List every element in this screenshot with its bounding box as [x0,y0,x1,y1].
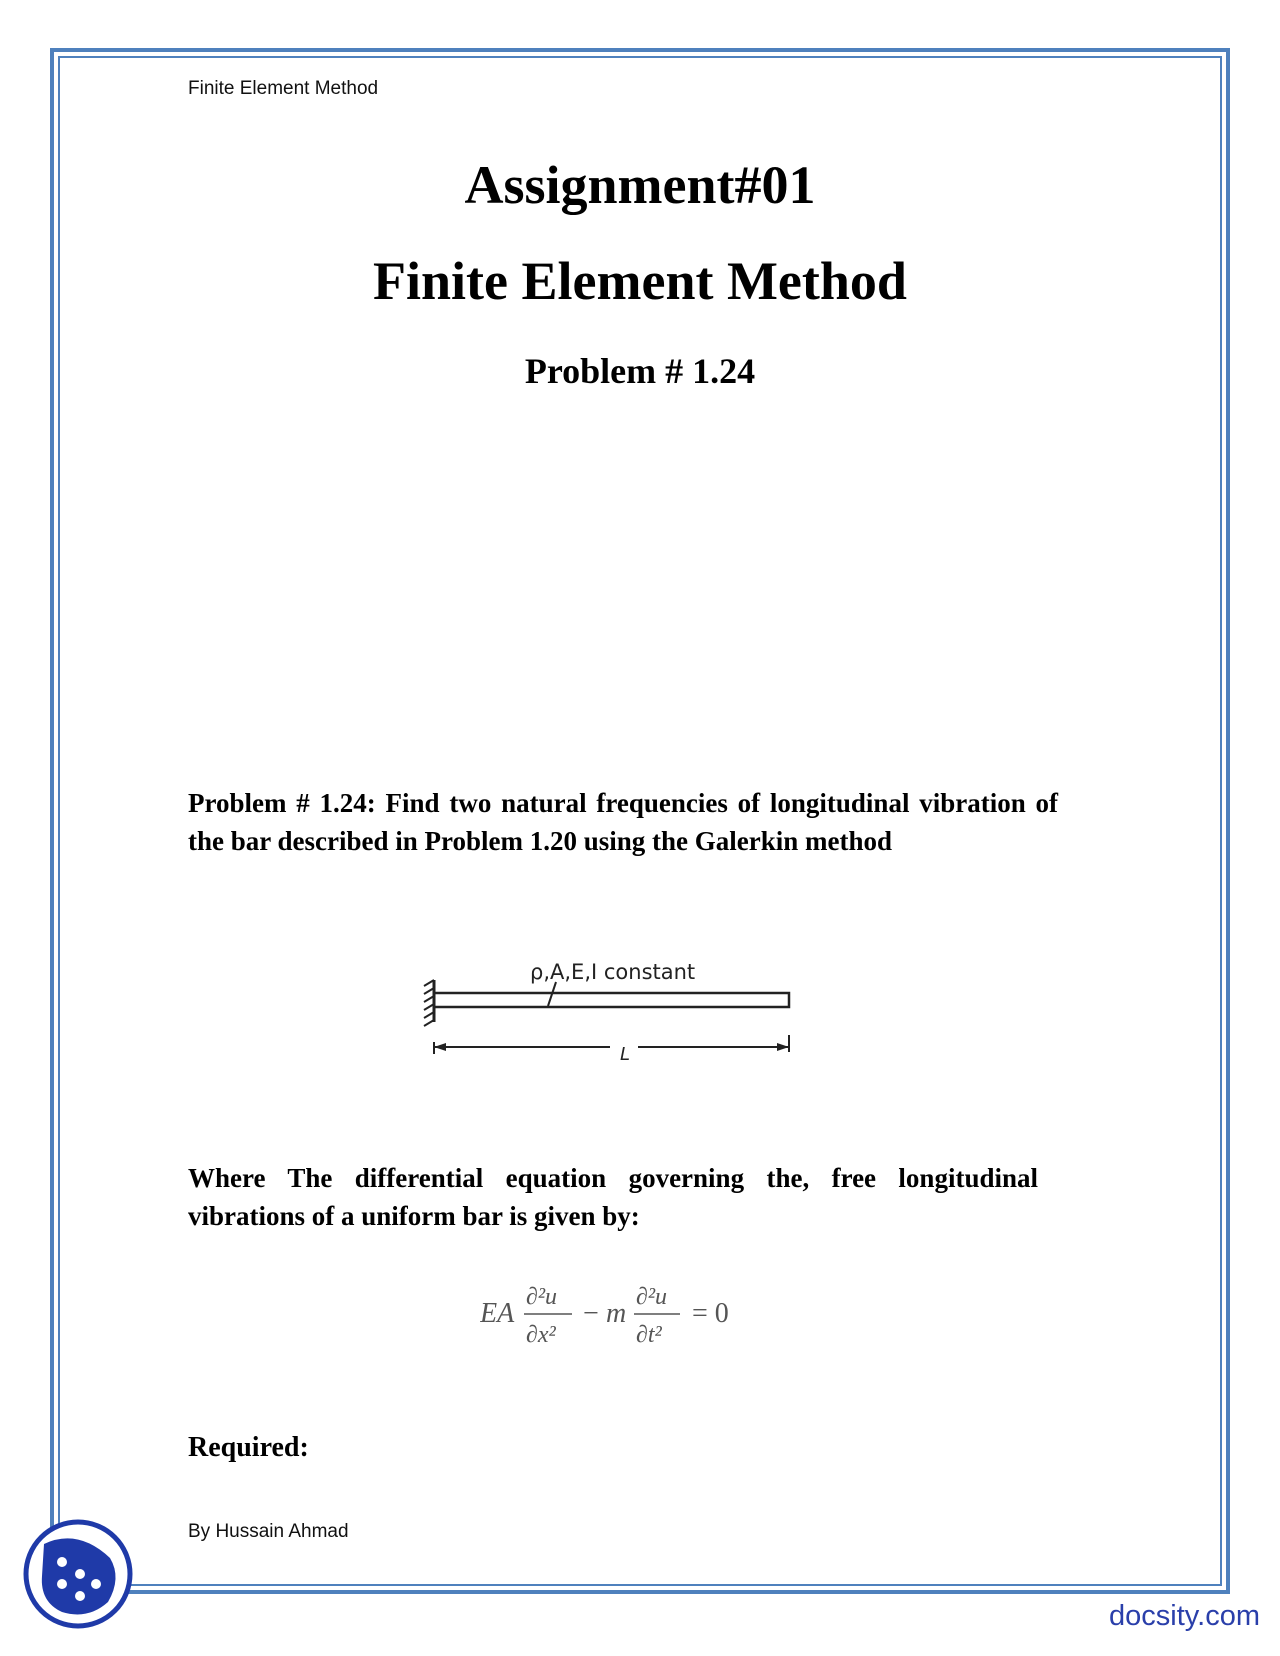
page-header: Finite Element Method [188,78,379,99]
governing-equation [480,1274,760,1354]
eq-minus: − [583,1298,599,1329]
page-footer: By Hussain Ahmad [188,1521,349,1542]
course-title: Finite Element Method [373,251,907,311]
problem-title: Problem # 1.24 [524,351,756,391]
eq-term2-num: ∂²u [636,1284,668,1310]
eq-term2-den: ∂t² [636,1322,662,1348]
bar-figure [420,960,830,1070]
bar [434,993,789,1007]
problem-statement: Problem # 1.24: Find two natural frequencies of longitudinal vibration of the bar described in Problem 1.20 using the Galerkin method [188,788,1058,856]
description-text: Where The differential equation governing the, free longitudinal vibrations of a uniform bar is given by: [188,1163,1038,1231]
docsity-watermark[interactable]: docsity.com [1109,1600,1260,1632]
eq-coeff-ea: EA [480,1298,515,1329]
arrow-left [434,1043,446,1051]
eq-rhs: = 0 [692,1298,729,1329]
arrow-right [777,1043,789,1051]
equation-render [480,1274,760,1354]
assignment-title: Assignment#01 [464,155,816,215]
docsity-logo-icon [22,1518,134,1630]
bar-properties-label: ρ,A,E,I constant [530,960,696,984]
eq-term1-den: ∂x² [526,1322,556,1348]
required-heading: Required: [188,1432,309,1463]
eq-coeff-m: m [606,1298,627,1329]
bar-length-label: L [620,1044,631,1065]
eq-term1-num: ∂²u [526,1284,558,1310]
